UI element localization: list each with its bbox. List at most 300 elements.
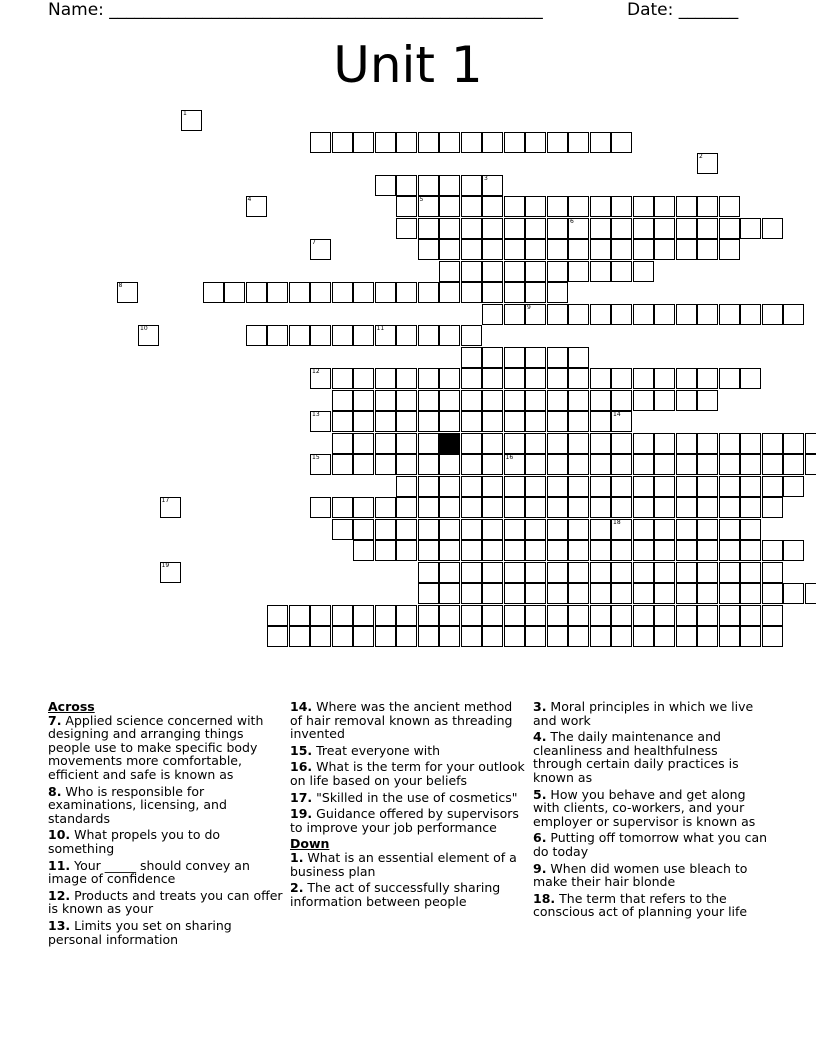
grid-cell[interactable] bbox=[654, 626, 675, 647]
grid-cell[interactable] bbox=[547, 411, 568, 432]
grid-cell[interactable] bbox=[547, 583, 568, 604]
grid-cell[interactable] bbox=[568, 218, 589, 239]
grid-cell[interactable] bbox=[461, 347, 482, 368]
grid-cell[interactable] bbox=[783, 304, 804, 325]
grid-cell[interactable] bbox=[418, 175, 439, 196]
grid-cell[interactable] bbox=[461, 626, 482, 647]
grid-cell[interactable] bbox=[461, 261, 482, 282]
grid-cell[interactable] bbox=[396, 626, 417, 647]
grid-cell[interactable] bbox=[611, 368, 632, 389]
grid-cell[interactable] bbox=[461, 175, 482, 196]
grid-cell[interactable] bbox=[160, 562, 181, 583]
grid-cell[interactable] bbox=[181, 110, 202, 131]
grid-cell[interactable] bbox=[310, 282, 331, 303]
grid-cell[interactable] bbox=[439, 368, 460, 389]
grid-cell[interactable] bbox=[310, 239, 331, 260]
grid-cell[interactable] bbox=[439, 497, 460, 518]
grid-cell[interactable] bbox=[633, 497, 654, 518]
grid-cell[interactable] bbox=[375, 454, 396, 475]
grid-cell[interactable] bbox=[439, 454, 460, 475]
grid-cell[interactable] bbox=[611, 304, 632, 325]
grid-cell[interactable] bbox=[375, 540, 396, 561]
grid-cell[interactable] bbox=[762, 218, 783, 239]
grid-cell[interactable] bbox=[418, 325, 439, 346]
grid-cell[interactable] bbox=[590, 454, 611, 475]
grid-cell[interactable] bbox=[697, 497, 718, 518]
grid-cell[interactable] bbox=[611, 196, 632, 217]
grid-cell[interactable] bbox=[762, 497, 783, 518]
grid-cell[interactable] bbox=[568, 476, 589, 497]
grid-cell[interactable] bbox=[396, 497, 417, 518]
grid-cell[interactable] bbox=[633, 218, 654, 239]
grid-cell[interactable] bbox=[396, 218, 417, 239]
grid-cell[interactable] bbox=[504, 132, 525, 153]
grid-cell[interactable] bbox=[740, 476, 761, 497]
grid-cell[interactable] bbox=[525, 261, 546, 282]
grid-cell[interactable] bbox=[482, 605, 503, 626]
grid-cell[interactable] bbox=[654, 368, 675, 389]
grid-cell[interactable] bbox=[267, 325, 288, 346]
grid-cell[interactable] bbox=[740, 540, 761, 561]
grid-cell[interactable] bbox=[461, 196, 482, 217]
grid-cell[interactable] bbox=[568, 454, 589, 475]
grid-cell[interactable] bbox=[439, 519, 460, 540]
grid-cell[interactable] bbox=[439, 218, 460, 239]
grid-cell[interactable] bbox=[611, 390, 632, 411]
grid-cell[interactable] bbox=[568, 497, 589, 518]
grid-cell[interactable] bbox=[590, 132, 611, 153]
grid-cell[interactable] bbox=[740, 454, 761, 475]
grid-cell[interactable] bbox=[246, 196, 267, 217]
grid-cell[interactable] bbox=[633, 540, 654, 561]
grid-cell[interactable] bbox=[525, 497, 546, 518]
grid-cell[interactable] bbox=[461, 368, 482, 389]
grid-cell[interactable] bbox=[633, 605, 654, 626]
grid-cell[interactable] bbox=[461, 325, 482, 346]
grid-cell[interactable] bbox=[547, 454, 568, 475]
grid-cell[interactable] bbox=[418, 497, 439, 518]
grid-cell[interactable] bbox=[439, 132, 460, 153]
grid-cell[interactable] bbox=[525, 583, 546, 604]
grid-cell[interactable] bbox=[461, 519, 482, 540]
grid-cell[interactable] bbox=[353, 390, 374, 411]
grid-cell[interactable] bbox=[654, 519, 675, 540]
grid-cell[interactable] bbox=[525, 347, 546, 368]
grid-cell[interactable] bbox=[719, 626, 740, 647]
grid-cell[interactable] bbox=[482, 368, 503, 389]
grid-cell[interactable] bbox=[525, 476, 546, 497]
grid-cell[interactable] bbox=[504, 347, 525, 368]
grid-cell[interactable] bbox=[482, 540, 503, 561]
grid-cell[interactable] bbox=[611, 562, 632, 583]
grid-cell[interactable] bbox=[676, 497, 697, 518]
grid-cell[interactable] bbox=[697, 239, 718, 260]
grid-cell[interactable] bbox=[525, 282, 546, 303]
grid-cell[interactable] bbox=[504, 282, 525, 303]
grid-cell[interactable] bbox=[633, 261, 654, 282]
grid-cell[interactable] bbox=[547, 239, 568, 260]
grid-cell[interactable] bbox=[267, 282, 288, 303]
grid-cell[interactable] bbox=[547, 497, 568, 518]
grid-cell[interactable] bbox=[375, 132, 396, 153]
grid-cell[interactable] bbox=[676, 626, 697, 647]
grid-cell[interactable] bbox=[762, 476, 783, 497]
grid-cell[interactable] bbox=[418, 454, 439, 475]
grid-cell[interactable] bbox=[547, 433, 568, 454]
grid-cell[interactable] bbox=[633, 433, 654, 454]
grid-cell[interactable] bbox=[482, 497, 503, 518]
grid-cell[interactable] bbox=[762, 433, 783, 454]
grid-cell[interactable] bbox=[611, 626, 632, 647]
grid-cell[interactable] bbox=[783, 476, 804, 497]
grid-cell[interactable] bbox=[439, 476, 460, 497]
grid-cell[interactable] bbox=[375, 433, 396, 454]
grid-cell[interactable] bbox=[719, 454, 740, 475]
grid-cell[interactable] bbox=[547, 282, 568, 303]
grid-cell[interactable] bbox=[654, 196, 675, 217]
grid-cell[interactable] bbox=[590, 218, 611, 239]
grid-cell[interactable] bbox=[719, 497, 740, 518]
grid-cell[interactable] bbox=[160, 497, 181, 518]
grid-cell[interactable] bbox=[590, 304, 611, 325]
grid-cell[interactable] bbox=[332, 519, 353, 540]
grid-cell[interactable] bbox=[439, 239, 460, 260]
grid-cell[interactable] bbox=[633, 562, 654, 583]
grid-cell[interactable] bbox=[418, 282, 439, 303]
grid-cell[interactable] bbox=[590, 239, 611, 260]
grid-cell[interactable] bbox=[353, 605, 374, 626]
grid-cell[interactable] bbox=[719, 605, 740, 626]
grid-cell[interactable] bbox=[504, 261, 525, 282]
grid-cell[interactable] bbox=[568, 261, 589, 282]
grid-cell[interactable] bbox=[525, 433, 546, 454]
grid-cell[interactable] bbox=[504, 497, 525, 518]
grid-cell[interactable] bbox=[418, 390, 439, 411]
grid-cell[interactable] bbox=[418, 626, 439, 647]
grid-cell[interactable] bbox=[353, 454, 374, 475]
grid-cell[interactable] bbox=[611, 411, 632, 432]
grid-cell[interactable] bbox=[654, 583, 675, 604]
grid-cell[interactable] bbox=[611, 605, 632, 626]
grid-cell[interactable] bbox=[568, 368, 589, 389]
grid-cell[interactable] bbox=[568, 626, 589, 647]
grid-cell[interactable] bbox=[568, 540, 589, 561]
grid-cell[interactable] bbox=[396, 132, 417, 153]
grid-cell[interactable] bbox=[439, 583, 460, 604]
grid-cell[interactable] bbox=[525, 519, 546, 540]
grid-cell[interactable] bbox=[697, 454, 718, 475]
grid-cell[interactable] bbox=[654, 454, 675, 475]
grid-cell[interactable] bbox=[332, 368, 353, 389]
grid-cell[interactable] bbox=[439, 562, 460, 583]
grid-cell[interactable] bbox=[590, 411, 611, 432]
grid-cell[interactable] bbox=[590, 583, 611, 604]
grid-cell[interactable] bbox=[611, 454, 632, 475]
grid-cell[interactable] bbox=[332, 433, 353, 454]
grid-cell[interactable] bbox=[740, 218, 761, 239]
grid-cell[interactable] bbox=[547, 132, 568, 153]
grid-cell[interactable] bbox=[633, 519, 654, 540]
grid-cell[interactable] bbox=[719, 433, 740, 454]
grid-cell[interactable] bbox=[611, 583, 632, 604]
grid-cell[interactable] bbox=[310, 325, 331, 346]
grid-cell[interactable] bbox=[310, 411, 331, 432]
grid-cell[interactable] bbox=[783, 540, 804, 561]
grid-cell[interactable] bbox=[547, 562, 568, 583]
grid-cell[interactable] bbox=[697, 626, 718, 647]
grid-cell[interactable] bbox=[396, 454, 417, 475]
grid-cell[interactable] bbox=[697, 605, 718, 626]
grid-cell[interactable] bbox=[418, 519, 439, 540]
grid-cell[interactable] bbox=[439, 626, 460, 647]
grid-cell[interactable] bbox=[461, 562, 482, 583]
grid-cell[interactable] bbox=[482, 239, 503, 260]
grid-cell[interactable] bbox=[418, 196, 439, 217]
grid-cell[interactable] bbox=[267, 626, 288, 647]
grid-cell[interactable] bbox=[547, 368, 568, 389]
grid-cell[interactable] bbox=[246, 325, 267, 346]
grid-cell[interactable] bbox=[482, 218, 503, 239]
grid-cell[interactable] bbox=[547, 304, 568, 325]
grid-cell[interactable] bbox=[697, 153, 718, 174]
grid-cell[interactable] bbox=[525, 368, 546, 389]
grid-cell[interactable] bbox=[719, 519, 740, 540]
grid-cell[interactable] bbox=[375, 411, 396, 432]
grid-cell[interactable] bbox=[547, 261, 568, 282]
grid-cell[interactable] bbox=[289, 282, 310, 303]
grid-cell[interactable] bbox=[697, 540, 718, 561]
grid-cell[interactable] bbox=[633, 476, 654, 497]
grid-cell[interactable] bbox=[418, 562, 439, 583]
grid-cell[interactable] bbox=[418, 433, 439, 454]
grid-cell[interactable] bbox=[461, 454, 482, 475]
grid-cell[interactable] bbox=[332, 411, 353, 432]
grid-cell[interactable] bbox=[461, 497, 482, 518]
grid-cell[interactable] bbox=[590, 368, 611, 389]
grid-cell[interactable] bbox=[633, 626, 654, 647]
grid-cell[interactable] bbox=[138, 325, 159, 346]
grid-cell[interactable] bbox=[396, 390, 417, 411]
grid-cell[interactable] bbox=[590, 433, 611, 454]
grid-cell[interactable] bbox=[482, 562, 503, 583]
grid-cell[interactable] bbox=[611, 540, 632, 561]
grid-cell[interactable] bbox=[439, 605, 460, 626]
grid-cell[interactable] bbox=[719, 239, 740, 260]
grid-cell[interactable] bbox=[375, 605, 396, 626]
grid-cell[interactable] bbox=[504, 196, 525, 217]
grid-cell[interactable] bbox=[611, 261, 632, 282]
grid-cell[interactable] bbox=[482, 433, 503, 454]
grid-cell[interactable] bbox=[547, 347, 568, 368]
grid-cell[interactable] bbox=[504, 583, 525, 604]
grid-cell[interactable] bbox=[461, 411, 482, 432]
grid-cell[interactable] bbox=[590, 261, 611, 282]
grid-cell[interactable] bbox=[525, 605, 546, 626]
grid-cell[interactable] bbox=[740, 304, 761, 325]
grid-cell[interactable] bbox=[332, 132, 353, 153]
grid-cell[interactable] bbox=[396, 540, 417, 561]
grid-cell[interactable] bbox=[547, 626, 568, 647]
grid-cell[interactable] bbox=[482, 132, 503, 153]
grid-cell[interactable] bbox=[482, 282, 503, 303]
grid-cell[interactable] bbox=[762, 304, 783, 325]
grid-cell[interactable] bbox=[547, 519, 568, 540]
grid-cell[interactable] bbox=[568, 239, 589, 260]
grid-cell[interactable] bbox=[525, 540, 546, 561]
grid-cell[interactable] bbox=[590, 497, 611, 518]
grid-cell[interactable] bbox=[332, 390, 353, 411]
grid-cell[interactable] bbox=[762, 454, 783, 475]
grid-cell[interactable] bbox=[332, 626, 353, 647]
grid-cell[interactable] bbox=[676, 390, 697, 411]
grid-cell[interactable] bbox=[504, 304, 525, 325]
grid-cell[interactable] bbox=[525, 239, 546, 260]
grid-cell[interactable] bbox=[697, 304, 718, 325]
grid-cell[interactable] bbox=[611, 132, 632, 153]
grid-cell[interactable] bbox=[654, 218, 675, 239]
grid-cell[interactable] bbox=[590, 390, 611, 411]
grid-cell[interactable] bbox=[633, 196, 654, 217]
grid-cell[interactable] bbox=[504, 519, 525, 540]
grid-cell[interactable] bbox=[482, 390, 503, 411]
grid-cell[interactable] bbox=[375, 390, 396, 411]
grid-cell[interactable] bbox=[676, 540, 697, 561]
grid-cell[interactable] bbox=[525, 196, 546, 217]
grid-cell[interactable] bbox=[547, 390, 568, 411]
grid-cell[interactable] bbox=[697, 218, 718, 239]
grid-cell[interactable] bbox=[482, 626, 503, 647]
grid-cell[interactable] bbox=[633, 304, 654, 325]
grid-cell[interactable] bbox=[482, 411, 503, 432]
grid-cell[interactable] bbox=[461, 540, 482, 561]
grid-cell[interactable] bbox=[762, 626, 783, 647]
grid-cell[interactable] bbox=[568, 583, 589, 604]
grid-cell[interactable] bbox=[289, 626, 310, 647]
grid-cell[interactable] bbox=[375, 282, 396, 303]
grid-cell[interactable] bbox=[504, 540, 525, 561]
grid-cell[interactable] bbox=[353, 626, 374, 647]
grid-cell[interactable] bbox=[504, 476, 525, 497]
grid-cell[interactable] bbox=[482, 304, 503, 325]
grid-cell[interactable] bbox=[633, 239, 654, 260]
grid-cell[interactable] bbox=[375, 175, 396, 196]
grid-cell[interactable] bbox=[783, 454, 804, 475]
grid-cell[interactable] bbox=[762, 562, 783, 583]
grid-cell[interactable] bbox=[504, 368, 525, 389]
grid-cell[interactable] bbox=[611, 497, 632, 518]
grid-cell[interactable] bbox=[740, 433, 761, 454]
grid-cell[interactable] bbox=[504, 433, 525, 454]
grid-cell[interactable] bbox=[461, 605, 482, 626]
grid-cell[interactable] bbox=[332, 325, 353, 346]
grid-cell[interactable] bbox=[805, 454, 816, 475]
grid-cell[interactable] bbox=[396, 196, 417, 217]
grid-cell[interactable] bbox=[697, 476, 718, 497]
grid-cell[interactable] bbox=[396, 605, 417, 626]
grid-cell[interactable] bbox=[439, 411, 460, 432]
grid-cell[interactable] bbox=[439, 261, 460, 282]
grid-cell[interactable] bbox=[439, 196, 460, 217]
grid-cell[interactable] bbox=[504, 239, 525, 260]
grid-cell[interactable] bbox=[676, 196, 697, 217]
grid-cell[interactable] bbox=[353, 282, 374, 303]
grid-cell[interactable] bbox=[633, 390, 654, 411]
grid-cell[interactable] bbox=[676, 304, 697, 325]
grid-cell[interactable] bbox=[396, 325, 417, 346]
grid-cell[interactable] bbox=[461, 476, 482, 497]
grid-cell[interactable] bbox=[482, 519, 503, 540]
grid-cell[interactable] bbox=[418, 540, 439, 561]
grid-cell[interactable] bbox=[740, 605, 761, 626]
grid-cell[interactable] bbox=[482, 196, 503, 217]
grid-cell[interactable] bbox=[697, 196, 718, 217]
grid-cell[interactable] bbox=[611, 519, 632, 540]
grid-cell[interactable] bbox=[353, 433, 374, 454]
grid-cell[interactable] bbox=[353, 368, 374, 389]
grid-cell[interactable] bbox=[568, 304, 589, 325]
grid-cell[interactable] bbox=[439, 282, 460, 303]
grid-cell[interactable] bbox=[418, 583, 439, 604]
grid-cell[interactable] bbox=[310, 605, 331, 626]
grid-cell[interactable] bbox=[805, 433, 816, 454]
grid-cell[interactable] bbox=[547, 218, 568, 239]
grid-cell[interactable] bbox=[525, 132, 546, 153]
grid-cell[interactable] bbox=[805, 583, 816, 604]
grid-cell[interactable] bbox=[375, 368, 396, 389]
grid-cell[interactable] bbox=[590, 476, 611, 497]
grid-cell[interactable] bbox=[310, 626, 331, 647]
grid-cell[interactable] bbox=[525, 454, 546, 475]
grid-cell[interactable] bbox=[719, 540, 740, 561]
grid-cell[interactable] bbox=[676, 218, 697, 239]
grid-cell[interactable] bbox=[676, 239, 697, 260]
grid-cell[interactable] bbox=[396, 476, 417, 497]
grid-cell[interactable] bbox=[719, 476, 740, 497]
grid-cell[interactable] bbox=[332, 497, 353, 518]
grid-cell[interactable] bbox=[267, 605, 288, 626]
grid-cell[interactable] bbox=[504, 562, 525, 583]
grid-cell[interactable] bbox=[697, 368, 718, 389]
grid-cell[interactable] bbox=[719, 562, 740, 583]
grid-cell[interactable] bbox=[353, 497, 374, 518]
grid-cell[interactable] bbox=[568, 562, 589, 583]
grid-cell[interactable] bbox=[332, 282, 353, 303]
grid-cell[interactable] bbox=[719, 583, 740, 604]
grid-cell[interactable] bbox=[353, 132, 374, 153]
grid-cell[interactable] bbox=[740, 583, 761, 604]
grid-cell[interactable] bbox=[418, 605, 439, 626]
grid-cell[interactable] bbox=[697, 433, 718, 454]
grid-cell[interactable] bbox=[783, 583, 804, 604]
date-label[interactable]: Date: _______ bbox=[627, 0, 739, 20]
grid-cell[interactable] bbox=[461, 390, 482, 411]
grid-cell[interactable] bbox=[762, 605, 783, 626]
grid-cell[interactable] bbox=[568, 132, 589, 153]
grid-cell[interactable] bbox=[439, 540, 460, 561]
grid-cell[interactable] bbox=[568, 605, 589, 626]
grid-cell[interactable] bbox=[289, 325, 310, 346]
grid-cell[interactable] bbox=[633, 583, 654, 604]
grid-cell[interactable] bbox=[461, 239, 482, 260]
grid-cell[interactable] bbox=[654, 390, 675, 411]
grid-cell[interactable] bbox=[547, 540, 568, 561]
grid-cell[interactable] bbox=[697, 390, 718, 411]
grid-cell[interactable] bbox=[353, 325, 374, 346]
grid-cell[interactable] bbox=[461, 218, 482, 239]
grid-cell[interactable] bbox=[396, 175, 417, 196]
grid-cell[interactable] bbox=[482, 175, 503, 196]
grid-cell[interactable] bbox=[676, 583, 697, 604]
